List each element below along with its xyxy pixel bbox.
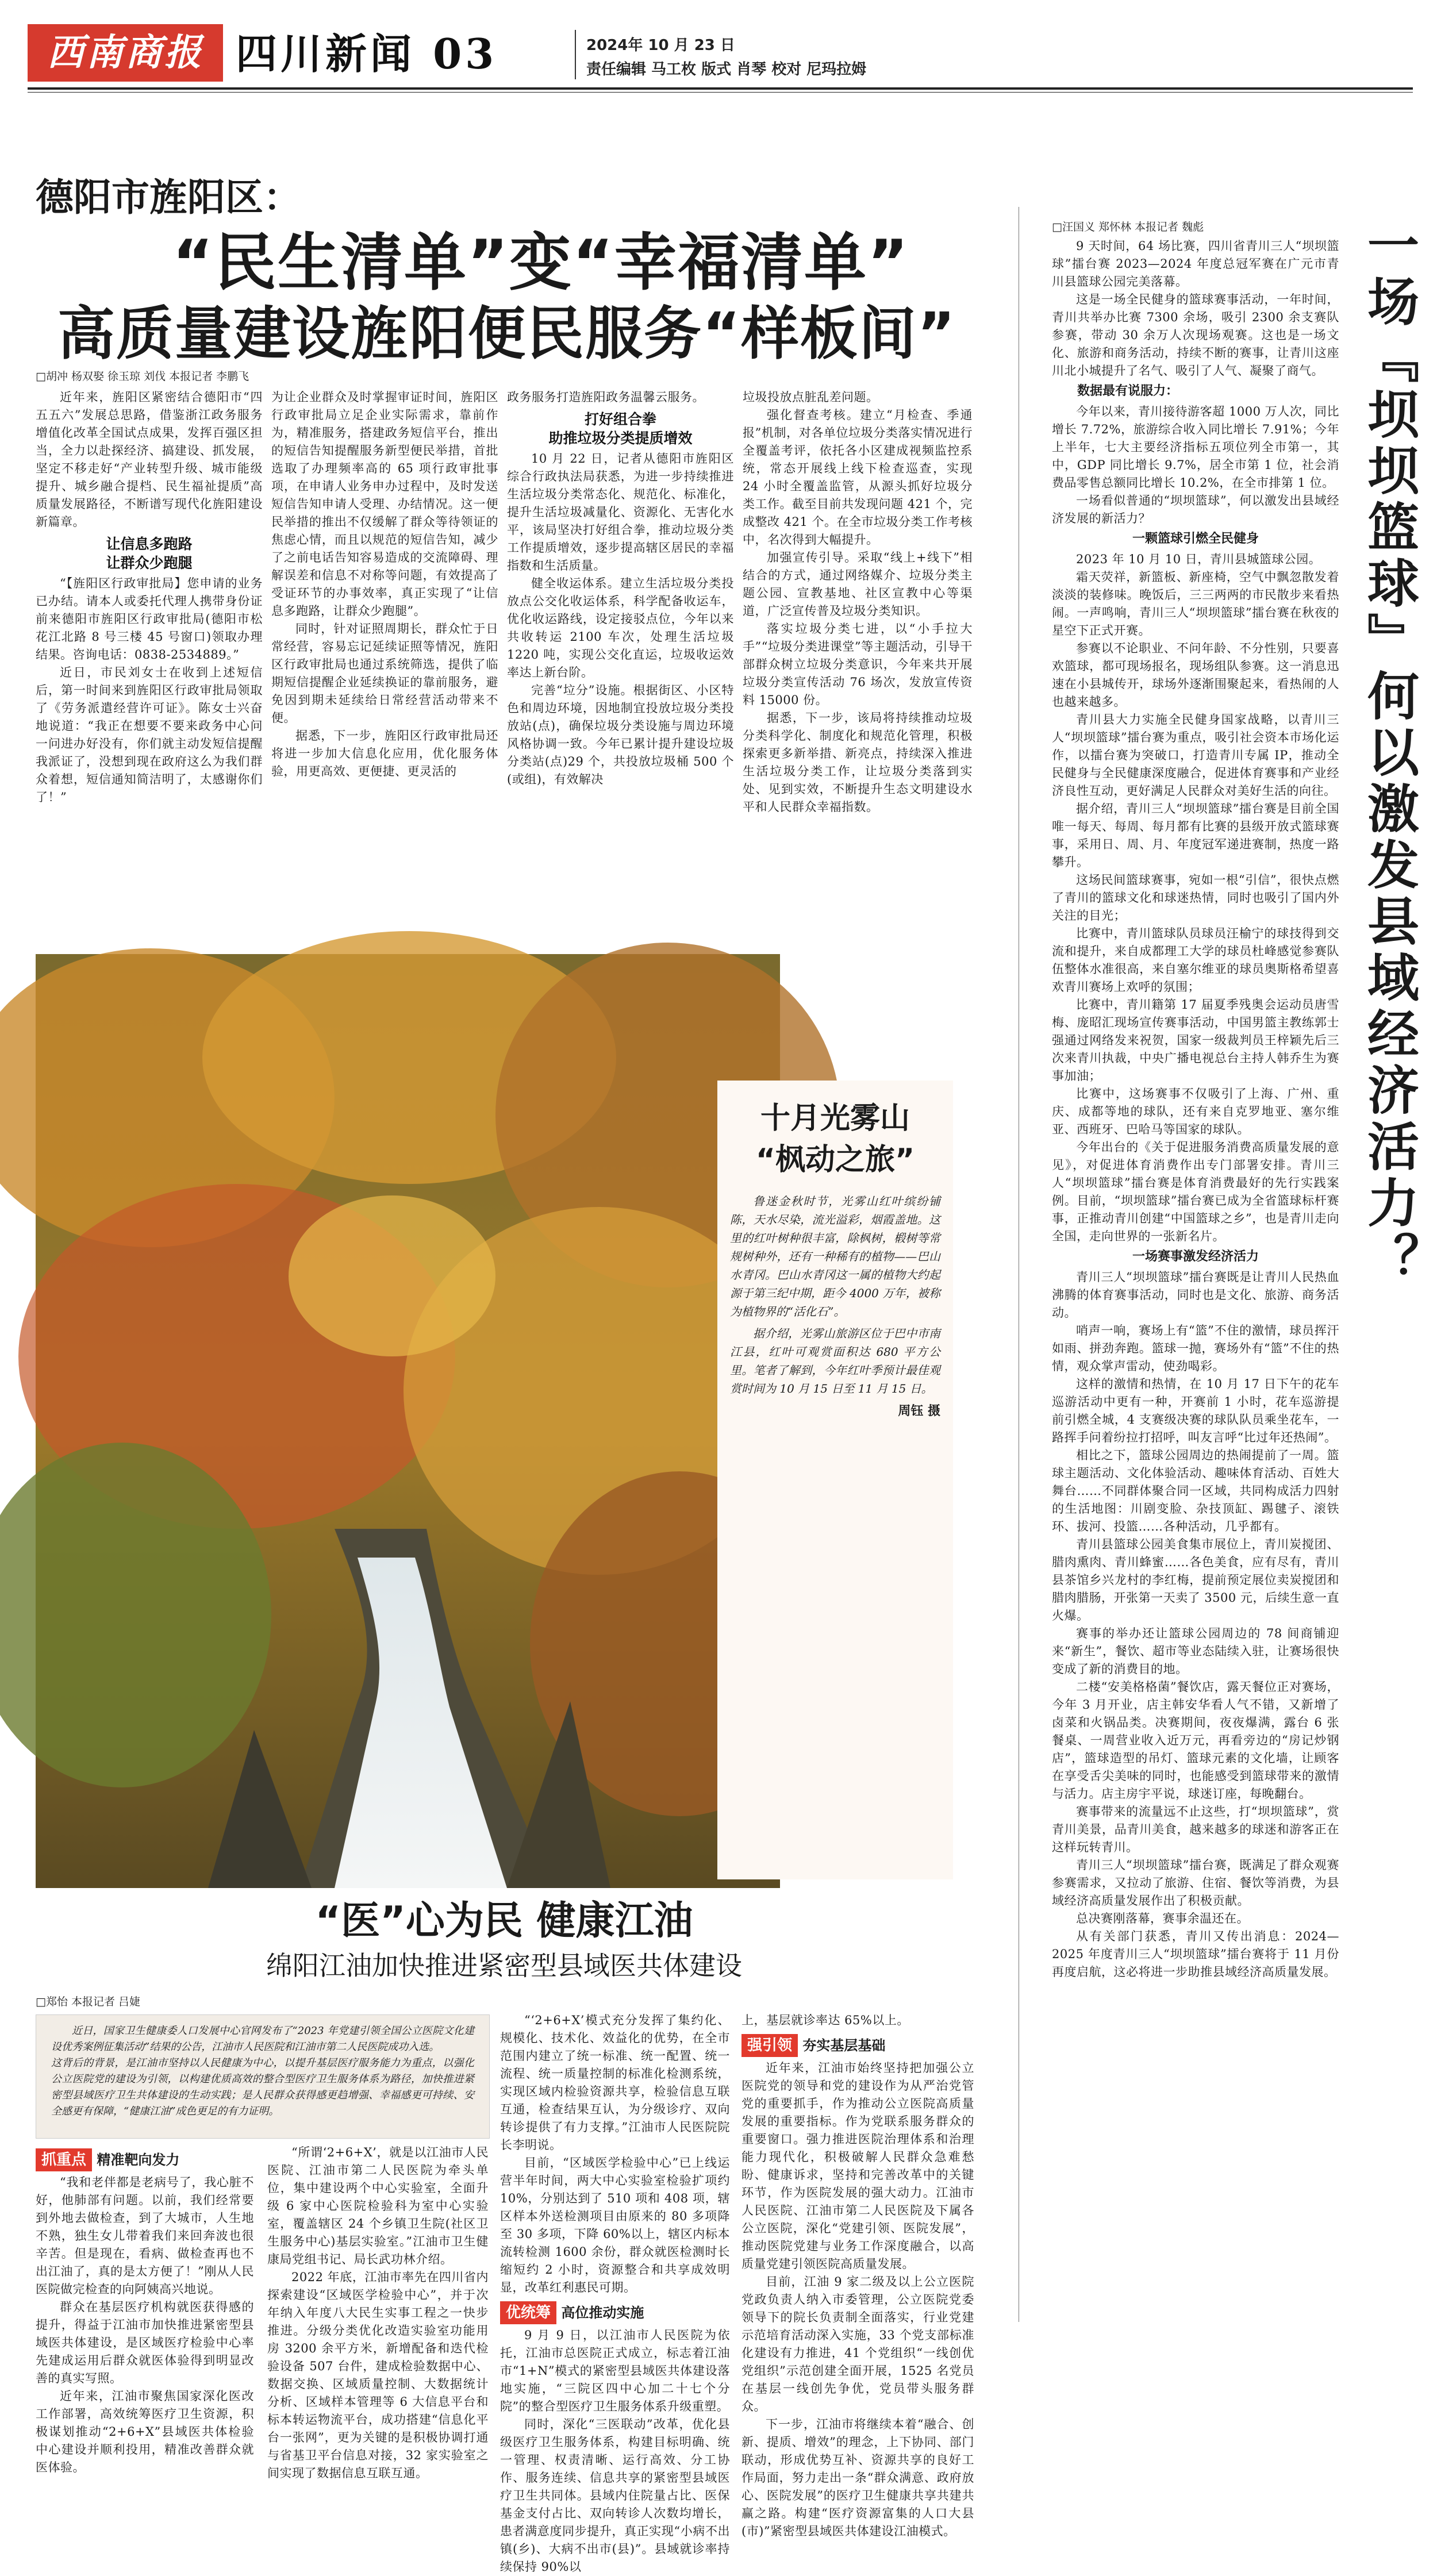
- tag-text: 夯实基层基础: [802, 2037, 886, 2054]
- paragraph: “我和老伴都是老病号了，我心脏不好，他肺部有问题。以前，我们经常要到外地去做检查，到了大城市，人生地不熟，独生女儿带着我们来回奔波也很辛苦。但是现在，看病、做检查再也不出江油了，真的是太方便了！”刚从人民医院做完检查的向阿姨高兴地说。: [36, 2175, 254, 2296]
- paragraph: 近年来，旌阳区紧密结合德阳市“四五五六”发展总思路，借鉴浙江政务服务增值化改革全国试点成果，发挥百强区担当，全力以赴探经济、搞建设、抓发展，坚定不移走好“产业转型升级、城市能级提升、城乡融合提档、民生福祉提质”高质量发展路径，不断谱写现代化旌阳建设新篇章。: [36, 390, 263, 529]
- paragraph: 比赛中，青川篮球队员球员汪榆宁的球技得到交流和提升，来自成都理工大学的球员杜峰感觉参赛队伍整体水准很高，来自塞尔维亚的球员奥斯格希望喜欢青川赛场上欢呼的氛围；: [1052, 926, 1339, 994]
- paragraph: 同时，深化“三医联动”改革，优化县级医疗卫生服务体系，构建目标明确、统一管理、权责清晰、运行高效、分工协作、服务连续、信息共享的紧密型县域医疗卫生共同体。县域内住院量占比、医保基金支付占比、双向转诊人次数均增长，患者满意度同步提升，真正实现“小病不出镇(乡)、大病不出市(县)”。县域就诊率持续保持 90%以: [500, 2417, 730, 2574]
- tag-text: 精准靶向发力: [97, 2152, 180, 2168]
- article3-subhead-data: 数据最有说服力：: [1077, 384, 1179, 398]
- paragraph: 2023 年 10 月 10 日，青川县城篮球公园。: [1076, 552, 1321, 566]
- paragraph: 今年出台的《关于促进服务消费高质量发展的意见》，对促进体育消费作出专门部署安排。青川三人“坝坝篮球”擂台赛是体育消费最好的先行实践案例。目前，“坝坝篮球”擂台赛已成为全省篮球标杆赛事，正推动青川创建“中国篮球之乡”，也是青川走向全国，走向世界的一张新名片。: [1052, 1140, 1339, 1243]
- paragraph: 总决赛刚落幕，赛事余温还在。: [1076, 1912, 1249, 1925]
- article2-title: “医”心为民 健康江油: [315, 1898, 693, 1944]
- paragraph: 9 天时间，64 场比赛，四川省青川三人“坝坝篮球”擂台赛 2023—2024 年度总冠军赛在广元市青川县篮球公园完美落幕。: [1052, 239, 1339, 289]
- header-divider: [575, 30, 576, 79]
- paragraph: 近日，市民刘女士在收到上述短信后，第一时间来到旌阳区行政审批局领取了《劳务派遣经营许可证》。陈女士兴奋地说道：“我正在想要不要来政务中心问一问进办好没有，你们就主动发短信提醒我派证了，没想到现在政府这么为我们群众着想，短信通知简洁明了，太感谢你们了！”: [36, 666, 263, 804]
- issue-date: 2024年 10 月 23 日: [586, 37, 735, 54]
- paragraph: 赛事的举办还让篮球公园周边的 78 间商铺迎来“新生”，餐饮、超市等业态陆续入驻，让赛场很快变成了新的消费目的地。: [1052, 1627, 1339, 1676]
- paragraph: 10 月 22 日，记者从德阳市旌阳区综合行政执法局获悉，为进一步持续推进生活垃圾分类常态化、规范化、标准化，提升生活垃圾减量化、资源化、无害化水平，该局坚决打好组合拳，推动垃圾分类工作提质增效，逐步提高辖区居民的幸福指数和生活质量。: [507, 452, 734, 572]
- tag-text: 高位推动实施: [561, 2305, 644, 2321]
- photo-title-line2: “枫动之旅”: [755, 1143, 915, 1177]
- paragraph: 青川三人“坝坝篮球”擂台赛，既满足了群众观赛参赛需求，又拉动了旅游、住宿、餐饮等消费，为县域经济高质量发展作出了积极贡献。: [1052, 1858, 1339, 1908]
- tag-label: 抓重点: [36, 2148, 92, 2171]
- section-title: 四川新闻 03: [236, 29, 498, 78]
- article2-byline: □郑怡 本报记者 吕婕: [36, 1996, 141, 2008]
- paragraph: 政务服务打造旌阳政务温馨云服务。: [507, 390, 705, 404]
- paragraph: 加强宣传引导。采取“线上+线下”相结合的方式，通过网络媒介、垃圾分类主题公园、宣教基地、社区宣教中心等渠道，广泛宣传普及垃圾分类知识。: [743, 551, 973, 618]
- paragraph: 这是一场全民健身的篮球赛事活动，一年时间，青川共举办比赛 7300 余场，吸引 2300 余支赛队参赛，带动 30 余万人次现场观赛。这也是一场文化、旅游和商务活动，持续不断的赛事，让青川这座川北小城提升了名气、吸引了人气、凝聚了商气。: [1052, 293, 1339, 378]
- article2-col3: [500, 2012, 730, 2574]
- paragraph: 从有关部门获悉，青川又传出消息：2024—2025 年度青川三人“坝坝篮球”擂台赛将于 11 月份再度启航，这必将进一步助推县域经济高质量发展。: [1052, 1929, 1339, 1979]
- article1-col1: [36, 389, 263, 949]
- paragraph: 比赛中，这场赛事不仅吸引了上海、广州、重庆、成都等地的球队，还有来自克罗地亚、塞尔维亚、西班牙、巴哈马等国家的球队。: [1052, 1087, 1339, 1136]
- article1-byline: □胡冲 杨双娶 徐玉琼 刘伐 本报记者 李鹏飞: [36, 370, 249, 383]
- paragraph: 为让企业群众及时掌握审证时间，旌阳区行政审批局立足企业实际需求，靠前作为，精准服务，搭建政务短信平台，推出的短信告知提醒服务新型便民举措，首批选取了办理频率高的 65 项行政审批事项，在申请人业务申办过程中，及时发送短信告知申请人受理、办结情况。这一便民举措的推出不仅缓解了群众等待领证的焦虑心情，而且以规范的短信告知，减少了之前电话告知容易造成的交流障碍、理解误差和信息不对称等问题，有效提高了受证环节的办事效率，真正实现了“让信息多跑路，让群众少跑腿”。: [271, 390, 498, 618]
- paragraph: 上，基层就诊率达 65%以上。: [741, 2013, 909, 2027]
- paragraph: 这样的激情和热情，在 10 月 17 日下午的花车巡游活动中更有一种，开赛前 1 小时，花车巡游提前引燃全城，4 支赛级决赛的球队队员乘坐花车，一路挥手问着纷拉打招呼，叫友言呼“比过年还热闹”。: [1052, 1377, 1339, 1444]
- header-rule-thin: [28, 92, 1413, 93]
- forest-waterfall-image: [36, 954, 780, 1888]
- paragraph: 青川县篮球公园美食集市展位上，青川炭搅团、腊肉熏肉、青川蜂蜜……各色美食，应有尽有，青川县茶馆乡兴龙村的李红梅，提前预定展位卖炭搅团和腊肉腊肠，开张第一天卖了 3500 元，后续生意一直火爆。: [1052, 1537, 1339, 1623]
- paragraph: 据悉，下一步，该局将持续推动垃圾分类科学化、制度化和规范化管理，积极探索更多新举措、新亮点，持续深入推进生活垃圾分类工作，让垃圾分类落到实处、见到实效，不断提升生态文明建设水平和人民群众幸福指数。: [743, 711, 973, 814]
- article2-lead-box: [36, 2014, 490, 2139]
- article2-col4: [741, 2012, 974, 2538]
- paragraph: 一场看似普通的“坝坝篮球”，何以激发出县域经济发展的新活力？: [1052, 494, 1339, 525]
- paragraph: 比赛中，青川籍第 17 届夏季残奥会运动员唐雪梅、庞昭汇现场宣传赛事活动，中国男篮主教练郭士强通过网络发来祝贺，国家一级裁判员王梓颖先后三次来青川执裁，中央广播电视总台主持人韩乔生为赛事加油；: [1052, 998, 1339, 1083]
- paragraph: 目前，“区域医学检验中心”已上线运营半年时间，两大中心实验室检验扩项约 10%，分别达到了 510 项和 408 项，辖区样本外送检测项目由原来的 80 多项降至 30 多项，下降 60%以上，辖区内标本流转检测 1600 余份，群众就医检测时长缩短约 2 小时，资源整合和共享成效明显，改革红利惠民可期。: [500, 2156, 730, 2294]
- article3-subhead-1: 一颗篮球引燃全民健身: [1132, 532, 1259, 546]
- article3-column: [1052, 218, 1339, 2322]
- paragraph: “【旌阳区行政审批局】您申请的业务已办结。请本人或委托代理人携带身份证前来德阳市旌阳区行政审批局(德阳市松花江北路 8 号三楼 45 号窗口)领取办理结果。咨询电话：0838-2534889。”: [36, 576, 263, 662]
- paragraph: 青川三人“坝坝篮球”擂台赛既是让青川人民热血沸腾的体育赛事活动，同时也是文化、旅游、商务活动。: [1052, 1270, 1339, 1320]
- article2-subtitle: 绵阳江油加快推进紧密型县域医共体建设: [266, 1950, 742, 1981]
- paragraph: 今年以来，青川接待游客超 1000 万人次，同比增长 7.72%，旅游综合收入同比增长 7.91%；今年上半年，七大主要经济指标五项位列全市第一，其中，GDP 同比增长 9.7%，居全市第 1 位，社会消费品零售总额同比增长 10.2%，在全市排第 1 位。: [1052, 405, 1339, 490]
- article1-title-line1: “民生清单”变“幸福清单”: [172, 227, 909, 299]
- photo-credit: 周钰 摄: [898, 1404, 940, 1418]
- paragraph: 9 月 9 日，以江油市人民医院为依托，江油市总医院正式成立，标志着江油市“1+N”模式的紧密型县域医共体建设落地实施，“三院区四中心加二十七个分院”的整合型医疗卫生服务体系升级重塑。: [500, 2328, 730, 2413]
- paragraph: 群众在基层医疗机构就医获得感的提升，得益于江油市加快推进紧密型县域医共体建设，是区域医疗检验中心率先建成运用后群众就医体验得到明显改善的真实写照。: [36, 2300, 254, 2385]
- tag-coordinate: [500, 2301, 730, 2324]
- tag-label: 强引领: [741, 2034, 798, 2057]
- masthead-brand: 西南商报: [28, 24, 223, 82]
- paragraph: 垃圾投放点脏乱差问题。: [743, 390, 879, 404]
- tag-label: 优统筹: [500, 2301, 556, 2324]
- article3-byline: □汪国义 郑怀林 本报记者 魏彪: [1052, 221, 1204, 233]
- article1-col3: [507, 389, 734, 949]
- article3-subhead-2: 一场赛事激发经济活力: [1132, 1249, 1259, 1264]
- article1-col4: [743, 389, 973, 949]
- paragraph: 同时，针对证照周期长，群众忙于日常经营，容易忘记延续证照等情况，旌阳区行政审批局也通过系统筛选，提供了临期短信提醒企业延续换证的靠前服务，避免因到期未延续给日常经营活动带来不便。: [271, 622, 498, 725]
- photo-caption-p2: 据介绍，光雾山旅游区位于巴中市南江县，红叶可观赏面积达 680 平方公里。笔者了解到，今年红叶季预计最佳观赏时间为 10 月 15 日至 11 月 15 日。: [730, 1327, 940, 1395]
- article2-col2: [267, 2144, 489, 2480]
- paragraph: 近年来，江油市聚焦国家深化医改工作部署，高效统筹医疗卫生资源，积极谋划推动“2+6+X”县域医共体检验中心建设并顺利投用，精准改善群众就医体验。: [36, 2389, 254, 2474]
- photo-caption-p1: 鲁迷金秋时节，光雾山红叶缤纷铺陈，天水尽染，流光溢彩，烟霞盖地。这里的红叶树种很丰富，除枫树，椴树等常规树种外，还有一种稀有的植物——巴山水青冈。巴山水青冈这一属的植物大约起源于第三纪中期，距今 4000 万年，被称为植物界的“活化石”。: [730, 1194, 940, 1318]
- paragraph: 二楼“安美格格菌”餐饮店，露天餐位正对赛场，今年 3 月开业，店主韩安华看人气不错，又新增了卤菜和火锅品类。决赛期间，夜夜爆满，露台 6 张餐桌、一周营业收入近万元，再看旁边的“房记炒钢店”，篮球造型的吊灯、篮球元素的文化墙，让顾客在享受舌尖美味的同时，也能感受到篮球带来的激情与活力。店主房宇平说，球迷订座，每晚翻台。: [1052, 1680, 1339, 1801]
- paragraph: 参赛以不论职业、不问年龄、不分性别，只要喜欢篮球，都可现场报名，现场组队参赛。这一消息迅速在小县城传开，球场外逐渐围聚起来，看热闹的人也越来越多。: [1052, 641, 1339, 709]
- paragraph: 下一步，江油市将继续本着“融合、创新、提质、增效”的理念，上下协同、部门联动，形成优势互补、资源共享的良好工作局面，努力走出一条“群众满意、政府放心、医院发展”的医疗卫生健康共享共建共赢之路。构建“医疗资源富集的人口大县(市)”紧密型县域医共体建设江油模式。: [741, 2417, 974, 2538]
- article2-lead: 近日，国家卫生健康委人口发展中心官网发布了“2023 年党建引领全国公立医院文化建设优秀案例征集活动”结果的公告，江油市人民医院和江油市第二人民医院成功入选。 这背后的背景，是江油市坚持以人民健康为中心，以提升基层医疗服务能力为重点，以强化公立医院党的建设为引领，以构建优质高效的整合型医疗卫生服务体系为路径，加快推进紧密型县域医疗卫生共体建设的生动实践；是人民群众获得感更趋增强、幸福感更可持续、安全感更有保障，“健康江油”成色更足的有力证明。: [51, 2025, 474, 2117]
- tag-lead: [741, 2034, 974, 2057]
- paragraph: 青川县大力实施全民健身国家战略，以青川三人“坝坝篮球”擂台赛为重点，吸引社会资本市场化运作，以擂台赛为突破口，打造青川专属 IP，推动全民健身与全民健康深度融合，促进体育赛事和产业经济良性互动，更好满足人民群众对美好生活的向往。: [1052, 713, 1339, 798]
- photo-title-line1: 十月光雾山: [760, 1101, 910, 1136]
- paragraph: 健全收运体系。建立生活垃圾分类投放点公交化收运体系，科学配备收运车，优化收运路线，设定接驳点位，今年以来共收转运 2100 车次，处理生活垃圾 1220 吨，实现公交化直运，垃圾收运效率达上新台阶。: [507, 576, 734, 679]
- paragraph: 2022 年底，江油市率先在四川省内探索建设“区域医学检验中心”，并于次年纳入年度八大民生实事工程之一快步推进。分级分类优化改造实验室功能用房 3200 余平方米，新增配备和迭代检验设备 507 台件，建成检验数据中心、数据交换、区域质量控制、大数据统计分析、区域样本管理等 6 大信息平台和标本转运物流平台，成功搭建“信息化平台一张网”，更为关键的是积极协调打通与省基卫平台信息对接，32 家实验室之间实现了数据信息互联互通。: [267, 2270, 489, 2480]
- paragraph: 哨声一响，赛场上有“篮”不住的激情，球员挥汗如雨、拼劲奔跑。篮球一抛，赛场外有“篮”不住的热情，观众掌声雷动，使劲喝彩。: [1052, 1324, 1339, 1373]
- paragraph: “‘2+6+X’模式充分发挥了集约化、规模化、技术化、效益化的优势，在全市范围内建立了统一标准、统一配置、统一流程、统一质量控制的标准化检测系统，实现区域内检验资源共享，检验信息互联互通，检查结果互认，为分级诊疗、双向转诊提供了有力支撑。”江油市人民医院院长李明说。: [500, 2013, 730, 2152]
- paragraph: 完善“垃分”设施。根据街区、小区特色和周边环境，因地制宜投放垃圾分类投放站(点)，确保垃圾分类设施与周边环境风格协调一致。今年已累计提升建设垃圾分类站(点)29 个，共投放垃圾桶 500 个(或组)，有效解决: [507, 683, 734, 786]
- paragraph: 落实垃圾分类七进，以“小手拉大手”“垃圾分类进课堂”等主题活动，引导干部群众树立垃圾分类意识，今年来共开展垃圾分类宣传活动 76 场次，发放宣传资料 15000 份。: [743, 622, 973, 707]
- editors-line: 责任编辑 马工枚 版式 肖琴 校对 尼玛拉姆: [586, 61, 867, 78]
- paragraph: 近年来，江油市始终坚持把加强公立医院党的领导和党的建设作为从严治党管党的重要抓手，作为推动公立医院高质量发展的重要指标。作为党联系服务群众的重要窗口。强力推进医院治理体系和治理能力现代化，积极破解人民群众急难愁盼、健康诉求，坚持和完善改革中的关键环节，作为医院发展的强大动力。江油市人民医院、江油市第二人民医院及下属各公立医院，深化“党建引领、医院发展”，推动医院党建与业务工作深度融合，以高质量党建引领医院高质量发展。: [741, 2061, 974, 2271]
- tag-focus: [36, 2148, 254, 2171]
- article1-title-line2: 高质量建设旌阳便民服务“样板间”: [57, 300, 956, 367]
- paragraph: 据介绍，青川三人“坝坝篮球”擂台赛是目前全国唯一每天、每周、每月都有比赛的县级开放式篮球赛事，采用日、周、月、年度冠军递进赛制，热度一路攀升。: [1052, 802, 1339, 869]
- article3-vertical-title: 一场『坝坝篮球』何以激发县域经济活力？: [1358, 218, 1419, 1289]
- paragraph: 赛事带来的流量远不止这些，打“坝坝篮球”，赏青川美景，品青川美食，越来越多的球迷和游客正在这样玩转青川。: [1052, 1805, 1339, 1854]
- photo-caption-box: [717, 1081, 953, 1879]
- header-rule: [28, 87, 1413, 90]
- article1-subhead-2: 打好组合拳 助推垃圾分类提质增效: [548, 411, 693, 447]
- paragraph: 霜天荧祥，新篮板、新座椅，空气中飘忽散发着淡淡的装修味。晚饭后，三三两两的市民散步来看热闹。一声鸣响，青川三人“坝坝篮球”擂台赛在秋夜的星空下正式开赛。: [1052, 570, 1339, 637]
- article2-col1: [36, 2144, 254, 2474]
- paragraph: 据悉，下一步，旌阳区行政审批局还将进一步加大信息化应用，优化服务体验，用更高效、更便捷、更灵活的: [271, 729, 498, 778]
- paragraph: 这场民间篮球赛事，宛如一根“引信”，很快点燃了青川的篮球文化和球迷热情，同时也吸引了国内外关注的目光；: [1052, 873, 1339, 922]
- paragraph: 强化督查考核。建立“月检查、季通报”机制，对各单位垃圾分类落实情况进行全覆盖考评，依托各小区建成视频监控系统，常态开展线上线下检查巡查，实现 24 小时全覆盖监管，从源头抓好垃圾分类工作。截至目前共发现问题 421 个，完成整改 421 个。在全市垃圾分类工作考核中，名次得到大幅提升。: [743, 408, 973, 547]
- autumn-photo: [36, 954, 780, 1888]
- article1-subhead-1: 让信息多跑路 让群众少跑腿: [106, 536, 193, 571]
- paragraph: 目前，江油 9 家二级及以上公立医院党政负责人纳入市委管理，公立医院党委领导下的院长负责制全面落实，行业党建示范培育活动深入实施，33 个党支部标准化建设有力推进，41 个党组织“一线创优党组织”示范创建全面开展，1525 名党员在基层一线创先争优，党员带头服务群众。: [741, 2275, 974, 2413]
- paragraph: “所谓‘2+6+X’，就是以江油市人民医院、江油市第二人民医院为牵头单位，集中建设两个中心实验室，全面升级 6 家中心医院检验科为室中心实验室，覆盖辖区 24 个乡镇卫生院(社区卫生服务中心)基层实验室。”江油市卫生健康局党组书记、局长武功林介绍。: [267, 2146, 489, 2266]
- paragraph: 相比之下，篮球公园周边的热闹提前了一周。篮球主题活动、文化体验活动、趣味体育活动、百姓大舞台……不同群体聚合同一区域，共同构成活力四射的生活地图：川剧变脸、杂技顶缸、踢毽子、滚铁环、拔河、投篮……各种活动，几乎都有。: [1052, 1448, 1339, 1533]
- article1-kicker: 德阳市旌阳区：: [36, 175, 301, 220]
- article1-col2: [271, 389, 498, 949]
